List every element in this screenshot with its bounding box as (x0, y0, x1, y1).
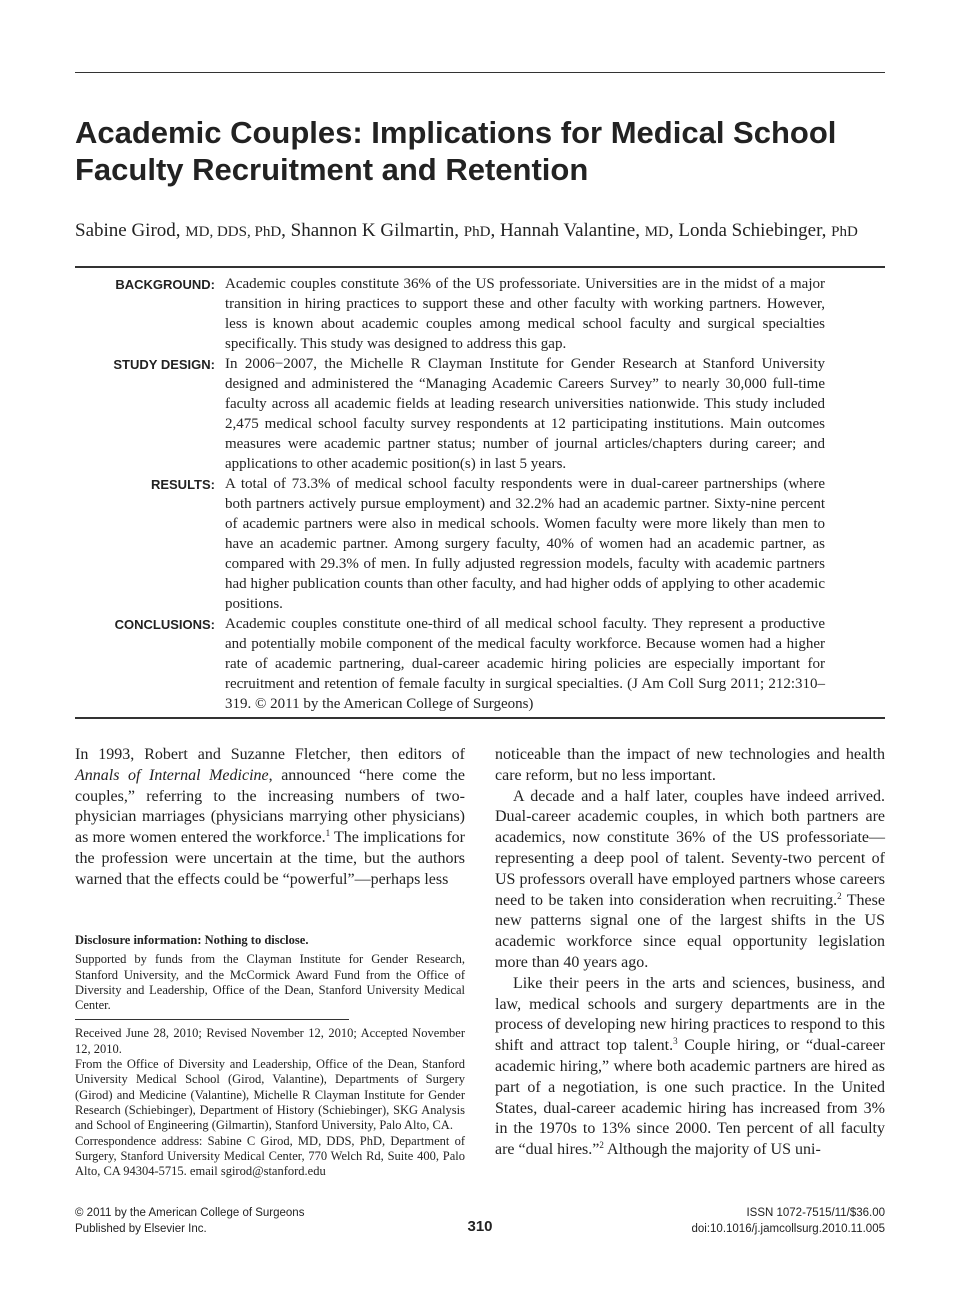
reference-link[interactable]: 1 (325, 828, 331, 839)
publisher-text: Published by Elsevier Inc. (75, 1223, 207, 1235)
body-text: Like their peers in the arts and sciences, business, and law, medical schools and surgery departments are in the process of developing new hiring practices to respond to this shift and attract top talent. (495, 974, 885, 1055)
body-text: In 1993, Robert and Suzanne Fletcher, then editors of (75, 746, 465, 763)
issn-text: ISSN 1072-7515/11/$36.00 (746, 1207, 885, 1219)
body-column-right (495, 745, 885, 1161)
abstract-top-rule (75, 266, 885, 268)
correspondence-text: Correspondence address: Sabine C Girod, MD, DDS, PhD, Department of Surgery, Stanford University Medical Center, 770 Welch Rd, Suite 400, Palo Alto, CA 94304-5715. email (75, 1133, 465, 1179)
doi-link[interactable]: doi:10.1016/j.jamcollsurg.2010.11.005 (691, 1223, 885, 1235)
abstract-text: A total of 73.3% of medical school faculty respondents were in dual-career partnerships (where both partners actively pursue employment) and 32.2% had an academic partner. Sixty-nine percent of academic partners were also in medical schools. Women faculty were more likely than men to have an academic partner. Among surgery faculty, 40% of women had an academic partner, as compared with 29.3% of men. In fully adjusted regression models, faculty with academic partners had higher publication counts than other faculty, and had higher odds of applying to other academic positions. (225, 476, 825, 612)
body-text: These new patterns signal one of the largest shifts in the US academic workforce since equal opportunity legislation more than 40 years ago. (495, 891, 885, 971)
abstract-conclusions (75, 614, 885, 714)
author-name: Hannah Valantine (499, 220, 636, 241)
author-name: Shannon K Gilmartin (290, 220, 455, 241)
body-text: , announced “here come the couples,” referring to the increasing numbers of two-physician marriages (physicians marrying other physicians) as more women entered the workforce. (75, 766, 465, 847)
copyright-text: © 2011 by the American College of Surgeons (75, 1207, 305, 1219)
body-paragraph (75, 745, 465, 891)
body-paragraph (495, 974, 885, 1161)
correspondence-note (75, 1134, 465, 1180)
body-text: Couple hiring, or “dual-career academic hiring,” where both academic partners are hired as part of a negotiation, is one such practice. In the United States, dual-career academic hiring has increased from 3% in the 1970s to 13% since 2000. Ten percent of all faculty are “dual hires.” (495, 1037, 885, 1159)
author-name: Sabine Girod (75, 220, 176, 241)
received-note: Received June 28, 2010; Revised November 12, 2010; Accepted November 12, 2010. (75, 1026, 465, 1056)
abstract-study-design (75, 354, 885, 474)
abstract-bottom-rule (75, 717, 885, 719)
body-paragraph (495, 745, 885, 787)
author-degrees: PhD (463, 224, 491, 240)
body-column-left (75, 745, 465, 891)
reference-link[interactable]: 2 (837, 890, 842, 901)
reference-link[interactable]: 2 (599, 1140, 604, 1151)
body-text: A decade and a half later, couples have indeed arrived. Dual-career academic couples, in which both partners are academics, now constitute 36% of the US professoriate—representing a deep pool of talent. Seventy-two percent of US professors overall have employed partners whose careers need to be taken into consideration when recruiting. (495, 787, 885, 909)
abstract-background (75, 274, 885, 354)
body-paragraph (495, 787, 885, 974)
body-text: The implications for the profession were uncertain at the time, but the authors warned that the effects could be “powerful”—perhaps less (75, 829, 466, 888)
author-degrees: MD (644, 224, 669, 240)
email-link[interactable]: sgirod@stanford.edu (220, 1164, 326, 1179)
abstract-label: RESULTS: (150, 477, 215, 492)
article-notes (75, 933, 465, 1179)
abstract-text: Academic couples constitute one-third of all medical school faculty. They represent a productive and potentially mobile component of the medical faculty workforce. Because women had a higher rate of academic partnering, dual-career academic hiring policies are especially important for recruitment and retention of female faculty in surgical specialties. (J Am Coll Surg 2011; 212:310–319. © 2011 by the American College of Surgeons) (225, 616, 825, 712)
header-rule (75, 72, 885, 73)
abstract-text: In 2006−2007, the Michelle R Clayman Institute for Gender Research at Stanford University designed and administered the “Managing Academic Careers Survey” to nearly 30,000 full-time faculty across all academic fields at leading research universities nationwide. This study included 2,475 medical school faculty survey respondents at 12 participating institutions. Main outcomes measures were academic partner status; number of journal articles/chapters during career; and applications to other academic position(s) in last 5 years. (225, 356, 825, 472)
abstract-label: BACKGROUND: (115, 277, 215, 292)
footer-right (691, 1205, 885, 1237)
body-text: Although the majority of US uni- (603, 1141, 821, 1159)
affiliations-note: From the Office of Diversity and Leadership, Office of the Dean, Stanford University Medical School (Girod, Valantine), Departments of Surgery (Girod) and Medicine (Valantine), Michelle R Clayman Institute for Gender Research (Schiebinger), Department of History (Schiebinger), SKG Analysis and School of Engineering (Gilmartin), Stanford University, Palo Alto, CA. (75, 1057, 465, 1133)
author-name: Londa Schiebinger (678, 220, 822, 241)
journal-name: Annals of Internal Medicine (75, 766, 269, 784)
abstract (75, 274, 885, 714)
funding-note: Supported by funds from the Clayman Institute for Gender Research, Stanford University, and the McCormick Award Fund from the Office of Diversity and Leadership, Office of the Dean, Stanford University Medical Center. (75, 952, 465, 1013)
notes-divider (75, 1019, 349, 1020)
author-degrees: MD, DDS, PhD (185, 224, 282, 240)
disclosure-note: Disclosure information: Nothing to disclose. (75, 933, 309, 947)
abstract-results (75, 474, 885, 614)
author-degrees: PhD (831, 224, 858, 240)
author-list: Sabine Girod, MD, DDS, PhD, Shannon K Gilmartin, PhD, Hannah Valantine, MD, Londa Schiebinger, PhD (75, 220, 858, 241)
abstract-label: CONCLUSIONS: (114, 617, 215, 632)
reference-link[interactable]: 3 (673, 1036, 678, 1047)
abstract-label: STUDY DESIGN: (113, 357, 215, 372)
body-text: noticeable than the impact of new technologies and health care reform, but no less important. (495, 746, 885, 784)
article-title: Academic Couples: Implications for Medical School Faculty Recruitment and Retention (75, 115, 837, 187)
page-number: 310 (467, 1218, 493, 1235)
footer-left (75, 1205, 304, 1237)
abstract-text: Academic couples constitute 36% of the US professoriate. Universities are in the midst of a major transition in hiring practices to support these and other faculty with working partners. However, less is known about academic couples among medical school faculty and surgical specialties specifically. This study was designed to address this gap. (225, 276, 825, 352)
